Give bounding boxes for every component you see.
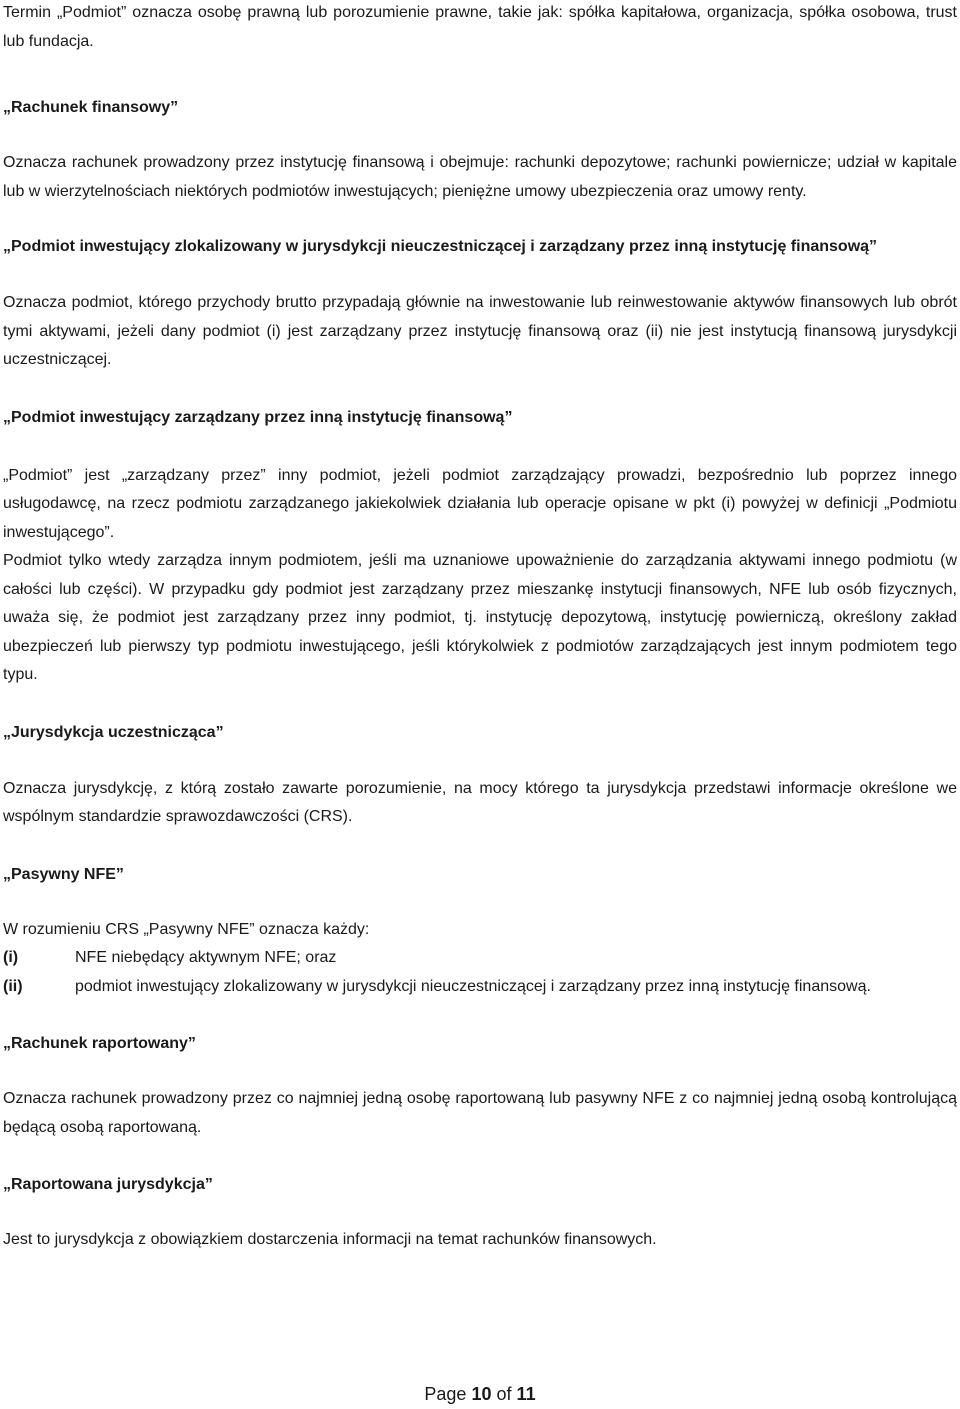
section-body-jurysdykcja-uczestniczaca: Oznacza jurysdykcję, z którą zostało zawarte porozumienie, na mocy którego ta jurysdykcja przedstawi informacje określone we wspólnym standardzie sprawozdawczości (CRS). (3, 779, 957, 825)
section-body-raportowana-jurysdykcja: Jest to jurysdykcja z obowiązkiem dostarczenia informacji na temat rachunków finansowych. (3, 1231, 657, 1248)
list-text: NFE niebędący aktywnym NFE; oraz (75, 949, 337, 966)
section-body-rachunek-raportowany: Oznacza rachunek prowadzony przez co najmniej jedną osobę raportowaną lub pasywny NFE z co najmniej jedną osobą kontrolującą będącą osobą raportowaną. (3, 1090, 957, 1136)
section-heading-pasywny-nfe: „Pasywny NFE” (3, 865, 124, 883)
section-heading-rachunek-finansowy: „Rachunek finansowy” (3, 99, 179, 116)
list-marker: (i) (3, 949, 19, 966)
section-heading-podmiot-nieuczestniczacy: „Podmiot inwestujący zlokalizowany w jurysdykcji nieuczestniczącej i zarządzany przez inną instytucję finansową” (3, 238, 878, 255)
page-of-label: of (496, 1384, 512, 1404)
total-page-count: 11 (516, 1384, 536, 1404)
list-item (3, 944, 957, 973)
document-page (3, 0, 957, 1255)
page-label: Page (424, 1384, 467, 1404)
list-text: podmiot inwestujący zlokalizowany w jurysdykcji nieuczestniczącej i zarządzany przez inną instytucję finansową. (75, 977, 871, 995)
section-body-podmiot-nieuczestniczacy: Oznacza podmiot, którego przychody brutto przypadają głównie na inwestowanie lub reinwestowanie aktywów finansowych lub obrót tymi aktywami, jeżeli dany podmiot (i) jest zarządzany przez instytucję finansową oraz (ii) nie jest instytucją finansową jurysdykcji uczestniczącej. (3, 294, 957, 368)
section-body2-podmiot-zarzadzany: Podmiot tylko wtedy zarządza innym podmiotem, jeśli ma uznaniowe upoważnienie do zarządzania aktywami innego podmiotu (w całości lub części). W przypadku gdy podmiot jest zarządzany przez mieszankę instytucji finansowych, NFE lub osób fizycznych, uważa się, że podmiot jest zarządzany przez inny podmiot, tj. instytucję depozytową, instytucję powierniczą, określony zakład ubezpieczeń lub pierwszy typ podmiotu inwestującego, jeśli którykolwiek z podmiotów zarządzających jest innym podmiotem tego typu. (3, 552, 957, 683)
current-page-number: 10 (471, 1384, 492, 1404)
section-heading-rachunek-raportowany: „Rachunek raportowany” (3, 1035, 196, 1052)
section-heading-podmiot-zarzadzany: „Podmiot inwestujący zarządzany przez inną instytucję finansową” (3, 408, 513, 426)
page-footer (0, 1384, 960, 1405)
section-body-pasywny-nfe: W rozumieniu CRS „Pasywny NFE” oznacza każdy: (3, 920, 370, 938)
section-body-podmiot-zarzadzany: „Podmiot” jest „zarządzany przez” inny podmiot, jeżeli podmiot zarządzający prowadzi, bezpośrednio lub poprzez innego usługodawcę, na rzecz podmiotu zarządzanego jakiekolwiek działania lub operacje opisane w pkt (i) powyżej w definicji „Podmiotu inwestującego”. (3, 466, 957, 541)
list-item (3, 973, 957, 1002)
intro-paragraph: Termin „Podmiot” oznacza osobę prawną lub porozumienie prawne, takie jak: spółka kapitałowa, organizacja, spółka osobowa, trust lub fundacja. (3, 4, 957, 50)
list-marker: (ii) (3, 977, 23, 995)
section-body-rachunek-finansowy: Oznacza rachunek prowadzony przez instytucję finansową i obejmuje: rachunki depozytowe; rachunki powiernicze; udział w kapitale lub w wierzytelnościach niektórych podmiotów inwestujących; pieniężne umowy ubezpieczenia oraz umowy renty. (3, 154, 957, 200)
section-heading-jurysdykcja-uczestniczaca: „Jurysdykcja uczestnicząca” (3, 723, 224, 741)
section-heading-raportowana-jurysdykcja: „Raportowana jurysdykcja” (3, 1176, 213, 1193)
